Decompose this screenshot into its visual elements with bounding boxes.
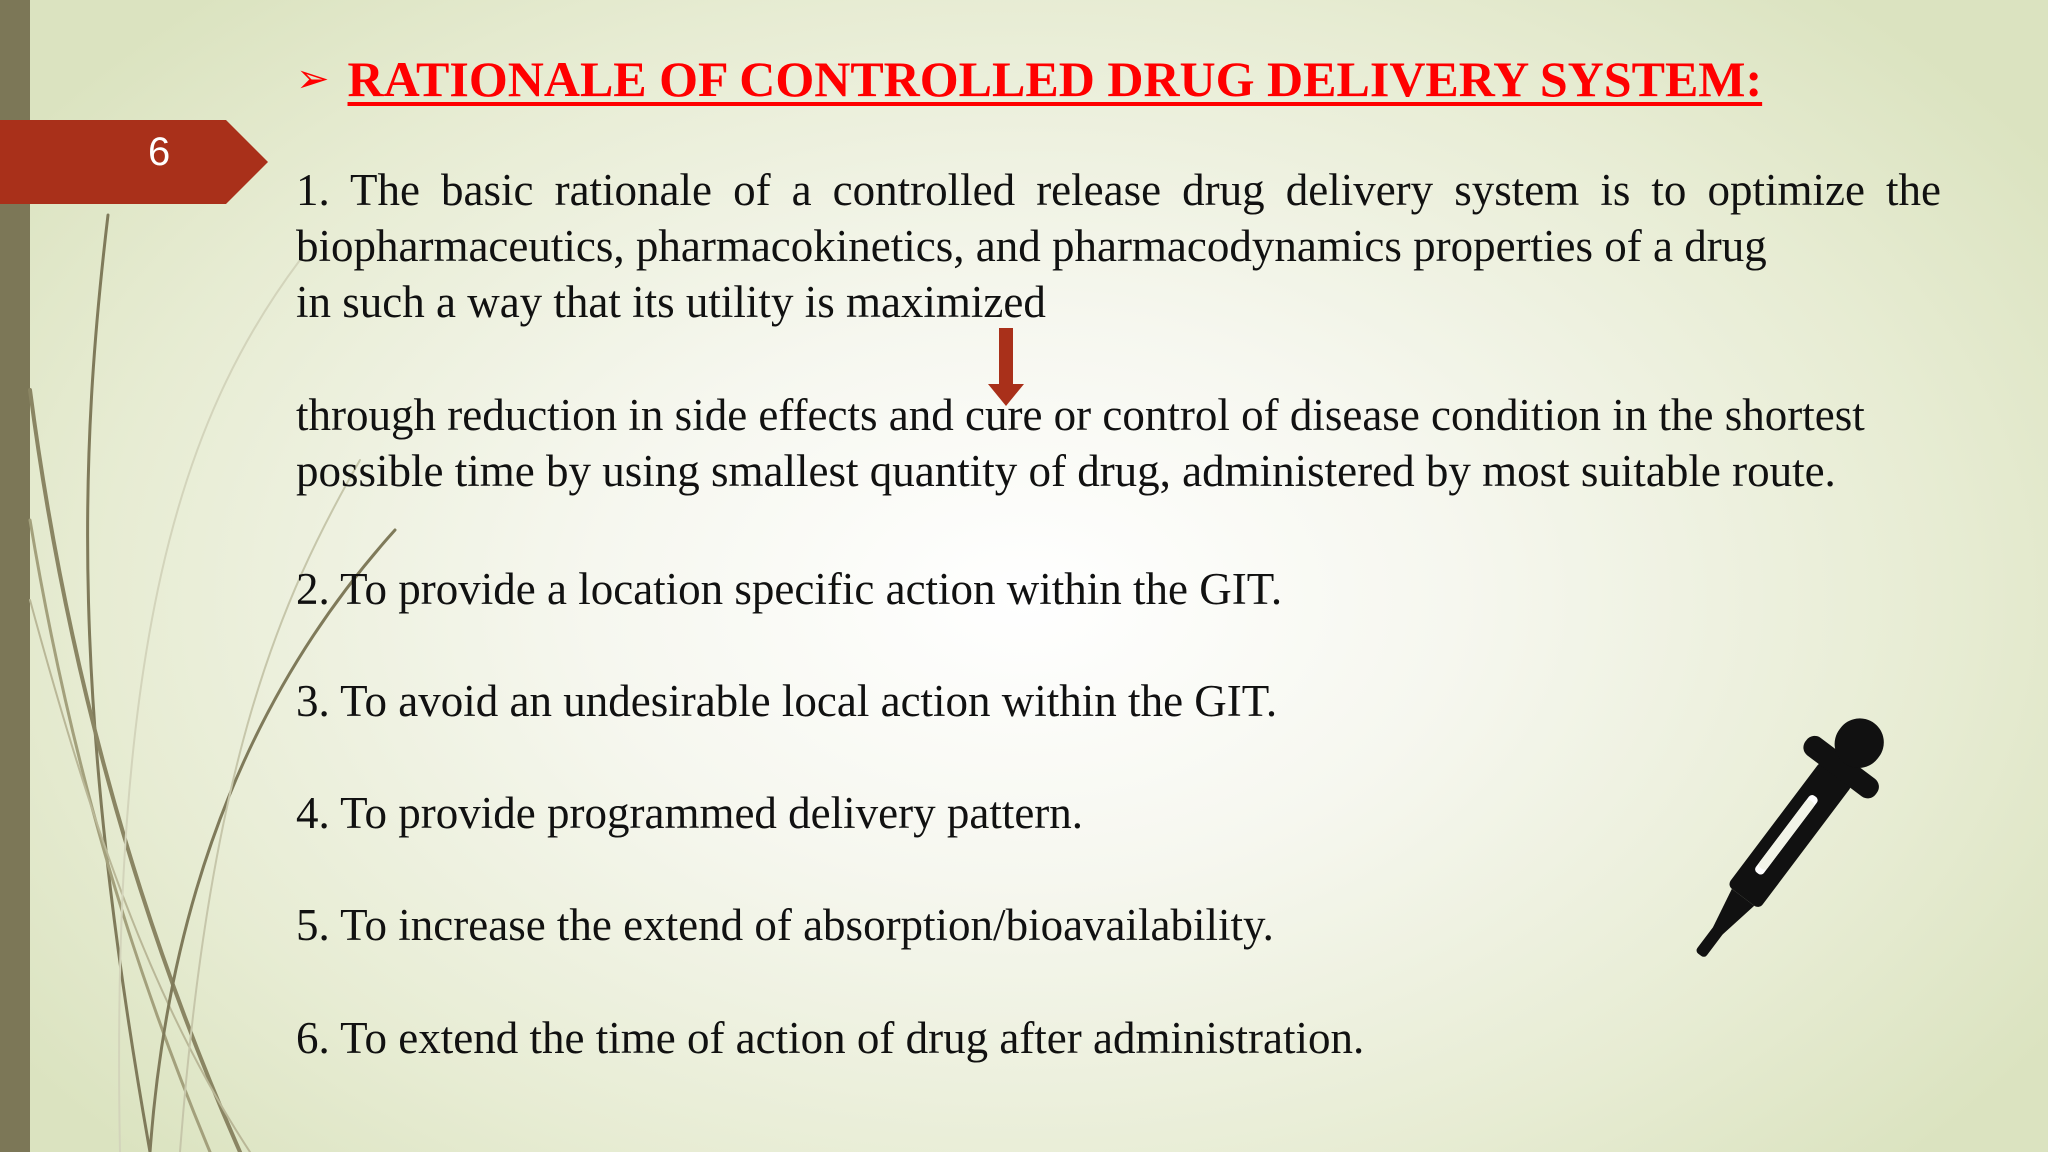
title-text: RATIONALE OF CONTROLLED DRUG DELIVERY SYSTEM: [347, 51, 1763, 107]
dropper-icon [1670, 690, 1910, 980]
point-1-continuation [296, 387, 1941, 499]
point-1-line-4: through reduction in side effects and cure or control of disease condition in the shortest [296, 390, 1865, 440]
point-5: 5. To increase the extend of absorption/bioavailability. [296, 900, 1274, 950]
point-1-line-1: 1. The basic rationale of a controlled release drug delivery system is to optimize the [296, 165, 1941, 215]
point-1-line-2: biopharmaceutics, pharmacokinetics, and pharmacodynamics properties of a drug [296, 221, 1767, 271]
point-6: 6. To extend the time of action of drug after administration. [296, 1013, 1365, 1063]
point-1-paragraph [296, 162, 1941, 330]
point-2: 2. To provide a location specific action within the GIT. [296, 564, 1283, 614]
slide-number: 6 [148, 130, 171, 174]
point-1-line-3: in such a way that its utility is maximized [296, 277, 1046, 327]
title-bullet-icon: ➢ [296, 56, 330, 101]
point-1-line-5: possible time by using smallest quantity of drug, administered by most suitable route. [296, 446, 1836, 496]
slide-title [296, 44, 1762, 114]
point-3: 3. To avoid an undesirable local action within the GIT. [296, 676, 1278, 726]
point-4: 4. To provide programmed delivery pattern. [296, 788, 1084, 838]
